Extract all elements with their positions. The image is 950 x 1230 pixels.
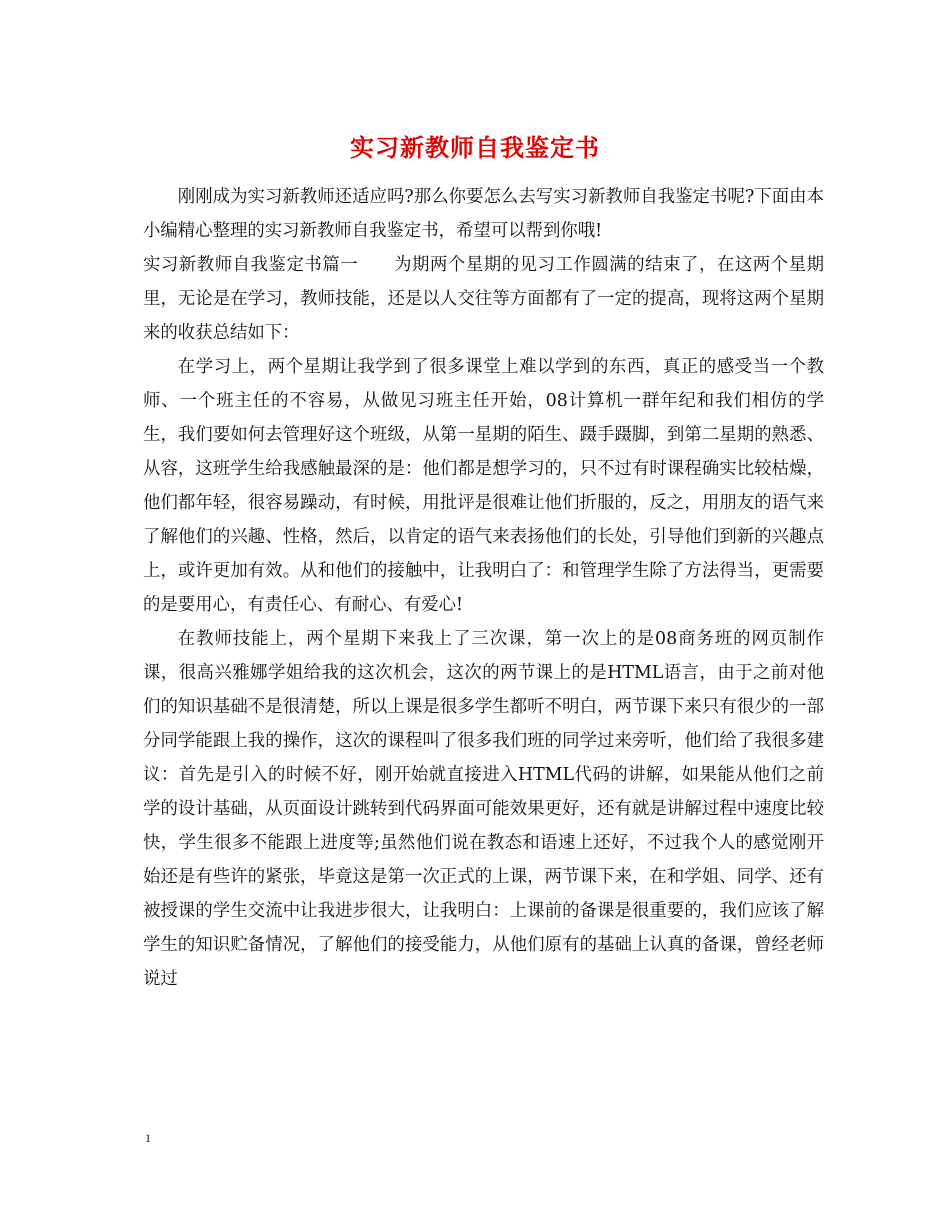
page-number: 1 <box>145 1131 151 1145</box>
document-body <box>143 180 824 996</box>
document-title: 实习新教师自我鉴定书 <box>350 133 600 162</box>
paragraph-3: 在学习上，两个星期让我学到了很多课堂上难以学到的东西，真正的感受当一个教师、一个班主任的不容易，从做见习班主任开始，08计算机一群年纪和我们相仿的学生，我们要如何去管理好这个班级，从第一星期的陌生、蹑手蹑脚，到第二星期的熟悉、从容，这班学生给我感触最深的是：他们都是想学习的，只不过有时课程确实比较枯燥，他们都年轻，很容易躁动，有时候，用批评是很难让他们折服的，反之，用朋友的语气来了解他们的兴趣、性格，然后，以肯定的语气来表扬他们的长处，引导他们到新的兴趣点上，或许更加有效。从和他们的接触中，让我明白了：和管理学生除了方法得当，更需要的是要用心，有责任心、有耐心、有爱心! <box>143 357 824 615</box>
paragraph-2: 实习新教师自我鉴定书篇一 为期两个星期的见习工作圆满的结束了，在这两个星期里，无论是在学习，教师技能，还是以人交往等方面都有了一定的提高，现将这两个星期来的收获总结如下： <box>143 255 824 343</box>
paragraph-1: 刚刚成为实习新教师还适应吗?那么你要怎么去写实习新教师自我鉴定书呢?下面由本小编精心整理的实习新教师自我鉴定书，希望可以帮到你哦! <box>143 187 824 241</box>
paragraph-4: 在教师技能上，两个星期下来我上了三次课，第一次上的是08商务班的网页制作课，很高兴雅娜学姐给我的这次机会，这次的两节课上的是HTML语言，由于之前对他们的知识基础不是很清楚，所以上课是很多学生都听不明白，两节课下来只有很少的一部分同学能跟上我的操作，这次的课程叫了很多我们班的同学过来旁听，他们给了我很多建议：首先是引入的时候不好，刚开始就直接进入HTML代码的讲解，如果能从他们之前学的设计基础，从页面设计跳转到代码界面可能效果更好，还有就是讲解过程中速度比较快，学生很多不能跟上进度等;虽然他们说在教态和语速上还好，不过我个人的感觉刚开始还是有些许的紧张，毕竟这是第一次正式的上课，两节课下来，在和学姐、同学、还有被授课的学生交流中让我进步很大，让我明白：上课前的备课是很重要的，我们应该了解学生的知识贮备情况，了解他们的接受能力，从他们原有的基础上认真的备课，曾经老师说过 <box>143 629 824 989</box>
